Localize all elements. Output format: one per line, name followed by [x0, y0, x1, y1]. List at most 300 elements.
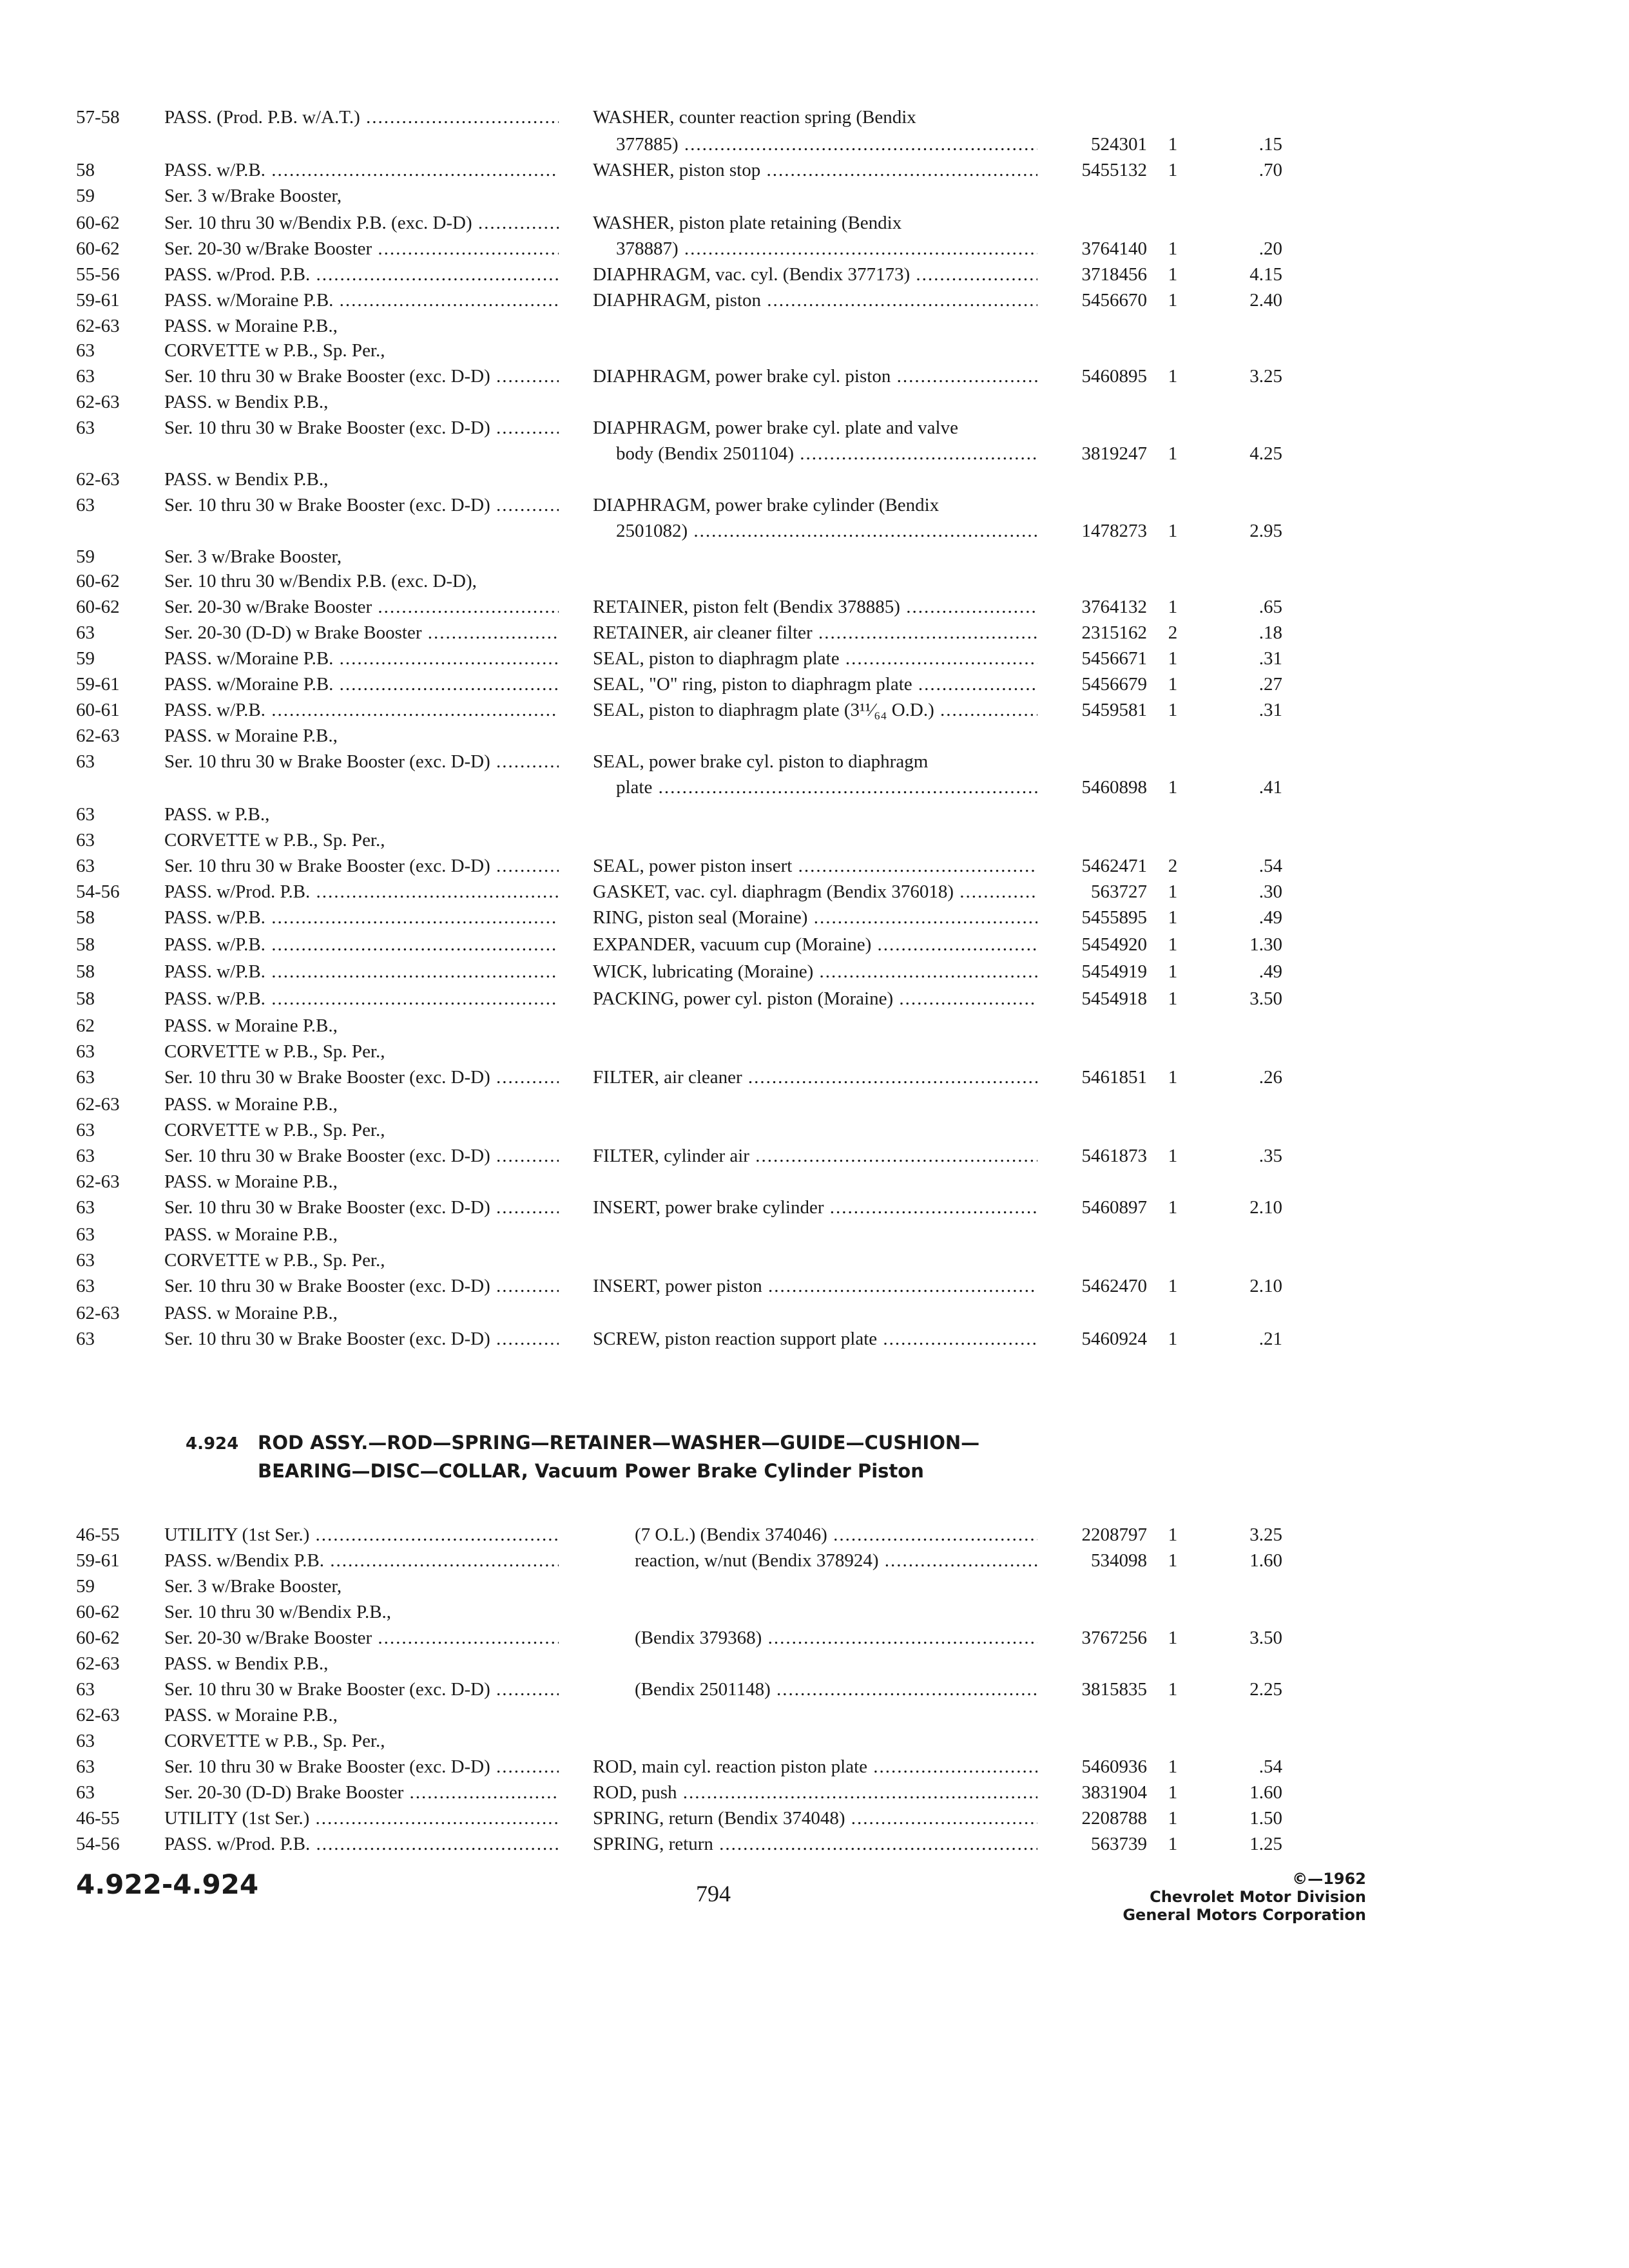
price-cell: 1.25: [1249, 1834, 1282, 1854]
table-row: [0, 1064, 1629, 1090]
price-cell: 2.10: [1249, 1197, 1282, 1218]
table-row: [0, 1599, 1629, 1625]
price-cell: .65: [1258, 597, 1282, 617]
price-cell: 4.25: [1249, 443, 1282, 464]
table-row: [0, 620, 1629, 646]
application-cell: PASS. (Prod. P.B. w/A.T.) .....: [164, 104, 559, 130]
table-row: [0, 1117, 1629, 1143]
application-cell: PASS. w Moraine P.B.,: [164, 1094, 338, 1115]
footer-publisher: [1070, 1870, 1366, 1924]
price-cell: 1.60: [1249, 1782, 1282, 1803]
section-title-line1: ROD ASSY.—ROD—SPRING—RETAINER—WASHER—GUIDE—CUSHION—: [258, 1432, 980, 1454]
quantity-cell: 1: [1168, 264, 1178, 285]
model-year-cell: 62-63: [76, 1653, 120, 1674]
section-title-line2: BEARING—DISC—COLLAR, Vacuum Power Brake Cylinder Piston: [258, 1460, 924, 1482]
table-row: [0, 749, 1629, 774]
model-year-cell: 59: [76, 648, 95, 669]
model-year-cell: 62-63: [76, 726, 120, 746]
quantity-cell: 1: [1168, 881, 1178, 902]
table-row: [0, 1143, 1629, 1169]
table-row: [0, 104, 1629, 130]
model-year-cell: 59-61: [76, 1550, 120, 1571]
description-cell: 2501082) .....: [616, 518, 1037, 544]
application-cell: PASS. w P.B.,: [164, 804, 270, 825]
application-cell: Ser. 10 thru 30 w Brake Booster (exc. D-D) .....: [164, 1754, 559, 1780]
table-row: [0, 986, 1629, 1012]
table-row: [0, 646, 1629, 671]
application-cell: UTILITY (1st Ser.) .....: [164, 1522, 559, 1548]
price-cell: .70: [1258, 160, 1282, 180]
application-cell: PASS. w Moraine P.B.,: [164, 726, 338, 746]
model-year-cell: 58: [76, 934, 95, 955]
table-row: [0, 879, 1629, 905]
model-year-cell: 63: [76, 1197, 95, 1218]
quantity-cell: 1: [1168, 1834, 1178, 1854]
part-number-cell: 5454918: [1081, 988, 1147, 1009]
model-year-cell: 60-62: [76, 1628, 120, 1648]
quantity-cell: 1: [1168, 934, 1178, 955]
description-cell: plate .....: [616, 774, 1037, 800]
description-cell: INSERT, power brake cylinder .....: [593, 1195, 1037, 1220]
model-year-cell: 46-55: [76, 1524, 120, 1545]
price-cell: .41: [1258, 777, 1282, 798]
application-cell: Ser. 10 thru 30 w Brake Booster (exc. D-D) .....: [164, 492, 559, 518]
quantity-cell: 1: [1168, 961, 1178, 982]
application-cell: Ser. 10 thru 30 w Brake Booster (exc. D-D) .....: [164, 853, 559, 879]
table-row: [0, 1780, 1629, 1805]
part-number-cell: 5460924: [1081, 1329, 1147, 1349]
application-cell: Ser. 20-30 (D-D) w Brake Booster .....: [164, 620, 559, 646]
price-cell: 2.10: [1249, 1276, 1282, 1296]
table-row: [0, 1651, 1629, 1677]
table-row: [0, 1273, 1629, 1299]
part-number-cell: 2208797: [1081, 1524, 1147, 1545]
table-row: [0, 183, 1629, 209]
model-year-cell: 63: [76, 366, 95, 387]
table-row: [0, 1625, 1629, 1651]
model-year-cell: 58: [76, 961, 95, 982]
application-cell: PASS. w Bendix P.B.,: [164, 392, 329, 412]
model-year-cell: 57-58: [76, 107, 120, 128]
description-cell: FILTER, air cleaner .....: [593, 1064, 1037, 1090]
application-cell: PASS. w/P.B. .....: [164, 905, 559, 930]
description-cell: ROD, push .....: [593, 1780, 1037, 1805]
application-cell: PASS. w/Prod. P.B. .....: [164, 879, 559, 905]
description-cell: WASHER, piston stop .....: [593, 157, 1037, 183]
table-row: [0, 905, 1629, 930]
application-cell: Ser. 20-30 w/Brake Booster .....: [164, 594, 559, 620]
table-row: [0, 389, 1629, 415]
application-cell: Ser. 10 thru 30 w Brake Booster (exc. D-D) .....: [164, 749, 559, 774]
description-cell: WICK, lubricating (Moraine) .....: [593, 959, 1037, 985]
section-number: 4.924: [186, 1434, 239, 1454]
price-cell: .49: [1258, 907, 1282, 928]
table-row: [0, 594, 1629, 620]
application-cell: PASS. w Bendix P.B.,: [164, 469, 329, 490]
model-year-cell: 55-56: [76, 264, 120, 285]
price-cell: .27: [1258, 674, 1282, 695]
model-year-cell: 59-61: [76, 674, 120, 695]
quantity-cell: 1: [1168, 1782, 1178, 1803]
model-year-cell: 63: [76, 1782, 95, 1803]
application-cell: PASS. w Bendix P.B.,: [164, 1653, 329, 1674]
quantity-cell: 2: [1168, 856, 1178, 876]
model-year-cell: 59: [76, 1576, 95, 1597]
application-cell: PASS. w Moraine P.B.,: [164, 1705, 338, 1725]
description-cell: SCREW, piston reaction support plate .....: [593, 1326, 1037, 1352]
table-row: [0, 338, 1629, 363]
model-year-cell: 62-63: [76, 316, 120, 336]
model-year-cell: 63: [76, 1679, 95, 1700]
price-cell: .26: [1258, 1067, 1282, 1088]
footer-section-range: 4.922-4.924: [76, 1869, 259, 1900]
quantity-cell: 1: [1168, 1808, 1178, 1829]
application-cell: UTILITY (1st Ser.) .....: [164, 1805, 559, 1831]
description-cell: SEAL, piston to diaphragm plate .....: [593, 646, 1037, 671]
application-cell: Ser. 3 w/Brake Booster,: [164, 186, 342, 206]
quantity-cell: 1: [1168, 1146, 1178, 1166]
quantity-cell: 1: [1168, 238, 1178, 259]
table-row: [0, 1300, 1629, 1326]
model-year-cell: 62-63: [76, 1171, 120, 1192]
table-row: [0, 287, 1629, 313]
part-number-cell: 5454919: [1081, 961, 1147, 982]
description-cell: SEAL, power piston insert .....: [593, 853, 1037, 879]
application-cell: Ser. 10 thru 30 w Brake Booster (exc. D-D) .....: [164, 1143, 559, 1169]
model-year-cell: 63: [76, 1731, 95, 1751]
application-cell: PASS. w/Moraine P.B. .....: [164, 287, 559, 313]
quantity-cell: 1: [1168, 1197, 1178, 1218]
model-year-cell: 54-56: [76, 1834, 120, 1854]
price-cell: 4.15: [1249, 264, 1282, 285]
model-year-cell: 63: [76, 804, 95, 825]
table-row: [0, 210, 1629, 236]
application-cell: PASS. w/P.B. .....: [164, 697, 559, 723]
application-cell: PASS. w/Moraine P.B. .....: [164, 646, 559, 671]
part-number-cell: 3764132: [1081, 597, 1147, 617]
description-cell: WASHER, counter reaction spring (Bendix: [593, 107, 916, 128]
application-cell: PASS. w/P.B. .....: [164, 932, 559, 957]
application-cell: Ser. 10 thru 30 w/Bendix P.B. (exc. D-D),: [164, 571, 477, 591]
part-number-cell: 5455895: [1081, 907, 1147, 928]
quantity-cell: 1: [1168, 1756, 1178, 1777]
description-cell: 378887) .....: [616, 236, 1037, 262]
application-cell: PASS. w/P.B. .....: [164, 157, 559, 183]
application-cell: Ser. 10 thru 30 w Brake Booster (exc. D-D) .....: [164, 1273, 559, 1299]
description-cell: INSERT, power piston .....: [593, 1273, 1037, 1299]
model-year-cell: 62-63: [76, 1094, 120, 1115]
table-row: [0, 774, 1629, 800]
table-row: [0, 1754, 1629, 1780]
part-number-cell: 5461873: [1081, 1146, 1147, 1166]
model-year-cell: 46-55: [76, 1808, 120, 1829]
part-number-cell: 2315162: [1081, 622, 1147, 643]
model-year-cell: 63: [76, 1329, 95, 1349]
quantity-cell: 1: [1168, 988, 1178, 1009]
description-cell: SPRING, return .....: [593, 1831, 1037, 1857]
description-cell: DIAPHRAGM, power brake cyl. plate and valve: [593, 418, 958, 438]
model-year-cell: 63: [76, 1250, 95, 1271]
application-cell: PASS. w/P.B. .....: [164, 986, 559, 1012]
model-year-cell: 60-62: [76, 213, 120, 233]
model-year-cell: 58: [76, 160, 95, 180]
description-cell: DIAPHRAGM, power brake cyl. piston .....: [593, 363, 1037, 389]
application-cell: Ser. 10 thru 30 w Brake Booster (exc. D-D) .....: [164, 1326, 559, 1352]
description-cell: DIAPHRAGM, power brake cylinder (Bendix: [593, 495, 940, 515]
quantity-cell: 1: [1168, 674, 1178, 695]
model-year-cell: 60-62: [76, 571, 120, 591]
quantity-cell: 1: [1168, 597, 1178, 617]
application-cell: PASS. w Moraine P.B.,: [164, 1224, 338, 1245]
application-cell: Ser. 10 thru 30 w Brake Booster (exc. D-D) .....: [164, 1195, 559, 1220]
table-row: [0, 1222, 1629, 1247]
table-row: [0, 932, 1629, 957]
quantity-cell: 1: [1168, 134, 1178, 155]
part-number-cell: 563739: [1091, 1834, 1147, 1854]
table-row: [0, 1326, 1629, 1352]
quantity-cell: 1: [1168, 1550, 1178, 1571]
table-row: [0, 723, 1629, 749]
table-row: [0, 1677, 1629, 1702]
model-year-cell: 60-61: [76, 700, 120, 720]
application-cell: Ser. 10 thru 30 w Brake Booster (exc. D-D) .....: [164, 363, 559, 389]
quantity-cell: 1: [1168, 1276, 1178, 1296]
table-row: [0, 1169, 1629, 1195]
model-year-cell: 62-63: [76, 469, 120, 490]
table-row: [0, 1013, 1629, 1039]
model-year-cell: 62: [76, 1015, 95, 1036]
table-row: [0, 1522, 1629, 1548]
model-year-cell: 63: [76, 340, 95, 361]
part-number-cell: 3718456: [1081, 264, 1147, 285]
table-row: [0, 1091, 1629, 1117]
table-row: [0, 802, 1629, 827]
application-cell: PASS. w Moraine P.B.,: [164, 316, 338, 336]
quantity-cell: 1: [1168, 521, 1178, 541]
description-cell: SPRING, return (Bendix 374048) .....: [593, 1805, 1037, 1831]
price-cell: .35: [1258, 1146, 1282, 1166]
price-cell: 3.50: [1249, 988, 1282, 1009]
application-cell: Ser. 10 thru 30 w/Bendix P.B.,: [164, 1602, 392, 1622]
application-cell: CORVETTE w P.B., Sp. Per.,: [164, 830, 385, 850]
price-cell: .21: [1258, 1329, 1282, 1349]
model-year-cell: 63: [76, 1120, 95, 1140]
part-number-cell: 524301: [1091, 134, 1147, 155]
table-row: [0, 697, 1629, 723]
part-number-cell: 5460898: [1081, 777, 1147, 798]
part-number-cell: 3819247: [1081, 443, 1147, 464]
table-row: [0, 1548, 1629, 1573]
application-cell: PASS. w/Prod. P.B. .....: [164, 262, 559, 287]
quantity-cell: 1: [1168, 1628, 1178, 1648]
price-cell: .31: [1258, 700, 1282, 720]
footer-copyright: ©—1962: [1292, 1870, 1366, 1888]
description-cell: body (Bendix 2501104) .....: [616, 441, 1037, 466]
price-cell: 1.30: [1249, 934, 1282, 955]
part-number-cell: 5456679: [1081, 674, 1147, 695]
part-number-cell: 5456670: [1081, 290, 1147, 311]
description-cell: WASHER, piston plate retaining (Bendix: [593, 213, 902, 233]
application-cell: Ser. 20-30 w/Brake Booster .....: [164, 1625, 559, 1651]
quantity-cell: 1: [1168, 443, 1178, 464]
table-row: [0, 157, 1629, 183]
description-cell: PACKING, power cyl. piston (Moraine) .....: [593, 986, 1037, 1012]
model-year-cell: 63: [76, 495, 95, 515]
application-cell: CORVETTE w P.B., Sp. Per.,: [164, 1250, 385, 1271]
price-cell: 3.25: [1249, 366, 1282, 387]
model-year-cell: 58: [76, 988, 95, 1009]
table-row: [0, 1831, 1629, 1857]
footer-division: Chevrolet Motor Division: [1150, 1888, 1366, 1906]
model-year-cell: 62-63: [76, 1303, 120, 1323]
table-row: [0, 827, 1629, 853]
part-number-cell: 1478273: [1081, 521, 1147, 541]
price-cell: .31: [1258, 648, 1282, 669]
table-row: [0, 262, 1629, 287]
description-cell: 377885) .....: [616, 131, 1037, 157]
application-cell: PASS. w/Moraine P.B. .....: [164, 671, 559, 697]
description-cell: SEAL, power brake cyl. piston to diaphragm: [593, 751, 929, 772]
price-cell: .54: [1258, 1756, 1282, 1777]
application-cell: Ser. 3 w/Brake Booster,: [164, 1576, 342, 1597]
table-row: [0, 544, 1629, 570]
quantity-cell: 2: [1168, 622, 1178, 643]
description-cell: RETAINER, air cleaner filter .....: [593, 620, 1037, 646]
table-row: [0, 1573, 1629, 1599]
table-row: [0, 492, 1629, 518]
application-cell: PASS. w/Prod. P.B. .....: [164, 1831, 559, 1857]
part-number-cell: 5462471: [1081, 856, 1147, 876]
table-row: [0, 236, 1629, 262]
quantity-cell: 1: [1168, 1067, 1178, 1088]
price-cell: 2.95: [1249, 521, 1282, 541]
model-year-cell: 63: [76, 622, 95, 643]
application-cell: Ser. 10 thru 30 w/Bendix P.B. (exc. D-D) .....: [164, 210, 559, 236]
application-cell: PASS. w Moraine P.B.,: [164, 1303, 338, 1323]
model-year-cell: 60-62: [76, 238, 120, 259]
quantity-cell: 1: [1168, 1329, 1178, 1349]
application-cell: Ser. 20-30 (D-D) Brake Booster .....: [164, 1780, 559, 1805]
description-cell: DIAPHRAGM, vac. cyl. (Bendix 377173) .....: [593, 262, 1037, 287]
part-number-cell: 5459581: [1081, 700, 1147, 720]
application-cell: CORVETTE w P.B., Sp. Per.,: [164, 1041, 385, 1062]
application-cell: PASS. w/P.B. .....: [164, 959, 559, 985]
description-cell: FILTER, cylinder air .....: [593, 1143, 1037, 1169]
description-cell: (Bendix 379368) .....: [635, 1625, 1037, 1651]
model-year-cell: 63: [76, 856, 95, 876]
description-cell: ROD, main cyl. reaction piston plate .....: [593, 1754, 1037, 1780]
part-number-cell: 534098: [1091, 1550, 1147, 1571]
part-number-cell: 5454920: [1081, 934, 1147, 955]
part-number-cell: 5460895: [1081, 366, 1147, 387]
table-row: [0, 363, 1629, 389]
description-cell: SEAL, piston to diaphragm plate (3¹¹⁄₆₄ O.D.) .....: [593, 697, 1037, 723]
description-cell: (7 O.L.) (Bendix 374046) .....: [635, 1522, 1037, 1548]
quantity-cell: 1: [1168, 700, 1178, 720]
price-cell: 3.50: [1249, 1628, 1282, 1648]
application-cell: PASS. w Moraine P.B.,: [164, 1171, 338, 1192]
quantity-cell: 1: [1168, 1524, 1178, 1545]
model-year-cell: 63: [76, 1756, 95, 1777]
model-year-cell: 63: [76, 1146, 95, 1166]
application-cell: CORVETTE w P.B., Sp. Per.,: [164, 340, 385, 361]
model-year-cell: 62-63: [76, 1705, 120, 1725]
price-cell: 2.25: [1249, 1679, 1282, 1700]
description-cell: RING, piston seal (Moraine) .....: [593, 905, 1037, 930]
model-year-cell: 63: [76, 418, 95, 438]
part-number-cell: 3831904: [1081, 1782, 1147, 1803]
table-row: [0, 1195, 1629, 1220]
description-cell: DIAPHRAGM, piston .....: [593, 287, 1037, 313]
part-number-cell: 5456671: [1081, 648, 1147, 669]
model-year-cell: 63: [76, 1041, 95, 1062]
table-row: [0, 1039, 1629, 1064]
description-cell: GASKET, vac. cyl. diaphragm (Bendix 376018) .....: [593, 879, 1037, 905]
quantity-cell: 1: [1168, 160, 1178, 180]
model-year-cell: 63: [76, 1224, 95, 1245]
quantity-cell: 1: [1168, 648, 1178, 669]
model-year-cell: 60-62: [76, 1602, 120, 1622]
application-cell: Ser. 20-30 w/Brake Booster .....: [164, 236, 559, 262]
quantity-cell: 1: [1168, 777, 1178, 798]
table-row: [0, 1805, 1629, 1831]
table-row: [0, 441, 1629, 466]
description-cell: (Bendix 2501148) .....: [635, 1677, 1037, 1702]
price-cell: .18: [1258, 622, 1282, 643]
application-cell: Ser. 10 thru 30 w Brake Booster (exc. D-D) .....: [164, 1677, 559, 1702]
price-cell: 2.40: [1249, 290, 1282, 311]
model-year-cell: 58: [76, 907, 95, 928]
table-row: [0, 1702, 1629, 1728]
description-cell: SEAL, "O" ring, piston to diaphragm plate .....: [593, 671, 1037, 697]
price-cell: .15: [1258, 134, 1282, 155]
price-cell: .20: [1258, 238, 1282, 259]
model-year-cell: 60-62: [76, 597, 120, 617]
quantity-cell: 1: [1168, 366, 1178, 387]
application-cell: Ser. 10 thru 30 w Brake Booster (exc. D-D) .....: [164, 1064, 559, 1090]
part-number-cell: 5462470: [1081, 1276, 1147, 1296]
part-number-cell: 3767256: [1081, 1628, 1147, 1648]
part-number-cell: 3815835: [1081, 1679, 1147, 1700]
table-row: [0, 568, 1629, 594]
table-row: [0, 313, 1629, 339]
model-year-cell: 63: [76, 830, 95, 850]
price-cell: 1.60: [1249, 1550, 1282, 1571]
model-year-cell: 63: [76, 751, 95, 772]
application-cell: PASS. w Moraine P.B.,: [164, 1015, 338, 1036]
table-row: [0, 671, 1629, 697]
quantity-cell: 1: [1168, 907, 1178, 928]
table-row: [0, 959, 1629, 985]
description-cell: EXPANDER, vacuum cup (Moraine) .....: [593, 932, 1037, 957]
description-cell: RETAINER, piston felt (Bendix 378885) .....: [593, 594, 1037, 620]
part-number-cell: 5460936: [1081, 1756, 1147, 1777]
description-cell: reaction, w/nut (Bendix 378924) .....: [635, 1548, 1037, 1573]
price-cell: 3.25: [1249, 1524, 1282, 1545]
model-year-cell: 63: [76, 1276, 95, 1296]
footer-corporation: General Motors Corporation: [1123, 1906, 1366, 1924]
section-heading: [186, 1429, 1410, 1485]
part-number-cell: 2208788: [1081, 1808, 1147, 1829]
table-row: [0, 131, 1629, 157]
application-cell: Ser. 3 w/Brake Booster,: [164, 546, 342, 567]
part-number-cell: 5455132: [1081, 160, 1147, 180]
price-cell: .49: [1258, 961, 1282, 982]
table-row: [0, 415, 1629, 441]
price-cell: .54: [1258, 856, 1282, 876]
application-cell: CORVETTE w P.B., Sp. Per.,: [164, 1120, 385, 1140]
part-number-cell: 5460897: [1081, 1197, 1147, 1218]
